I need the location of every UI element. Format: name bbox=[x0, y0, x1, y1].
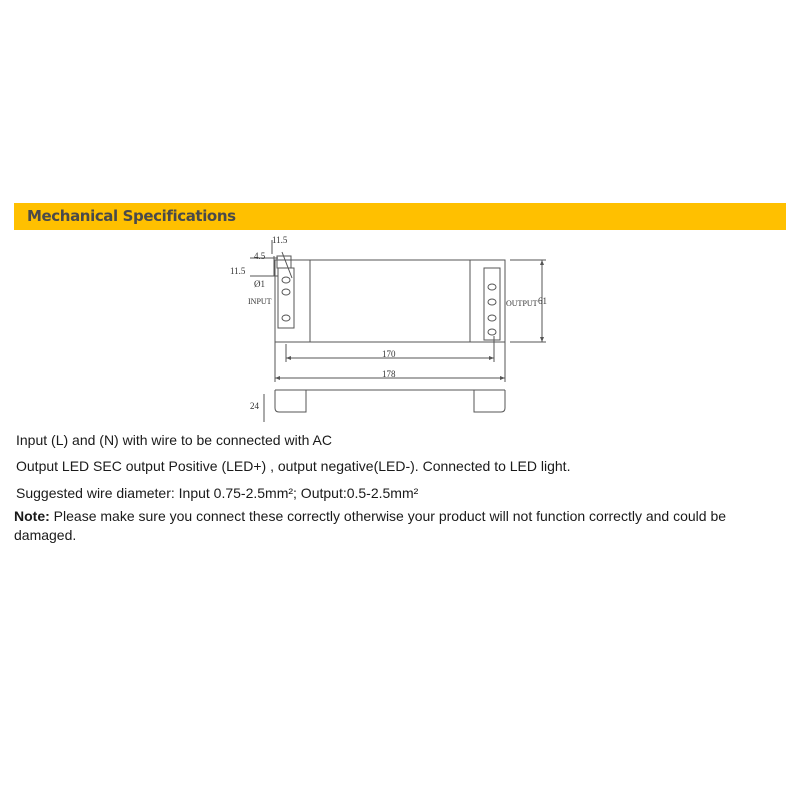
section-header-bar bbox=[14, 203, 786, 230]
dim-left: 11.5 bbox=[230, 266, 246, 276]
note-label: Note: bbox=[14, 508, 50, 524]
spec-line-input: Input (L) and (N) with wire to be connected with AC bbox=[16, 432, 332, 448]
note-paragraph bbox=[14, 507, 774, 545]
dim-hole-offset: 4.5 bbox=[254, 251, 266, 261]
mechanical-drawing bbox=[220, 232, 560, 424]
dim-hole-dia: Ø1 bbox=[254, 279, 265, 289]
input-label: INPUT bbox=[248, 297, 272, 306]
spec-line-wire: Suggested wire diameter: Input 0.75-2.5mm²; Output:0.5-2.5mm² bbox=[16, 485, 419, 501]
dim-side-height: 24 bbox=[250, 401, 259, 411]
dim-total-length: 178 bbox=[382, 369, 396, 379]
dim-top: 11.5 bbox=[272, 235, 288, 245]
output-label: OUTPUT bbox=[506, 299, 538, 308]
section-title: Mechanical Specifications bbox=[27, 207, 236, 225]
spec-line-output: Output LED SEC output Positive (LED+) , output negative(LED-). Connected to LED light. bbox=[16, 458, 571, 474]
dim-inner-length: 170 bbox=[382, 349, 396, 359]
dim-height: 61 bbox=[538, 296, 547, 306]
note-body: Please make sure you connect these correctly otherwise your product will not function correctly and could be damaged. bbox=[14, 508, 727, 543]
